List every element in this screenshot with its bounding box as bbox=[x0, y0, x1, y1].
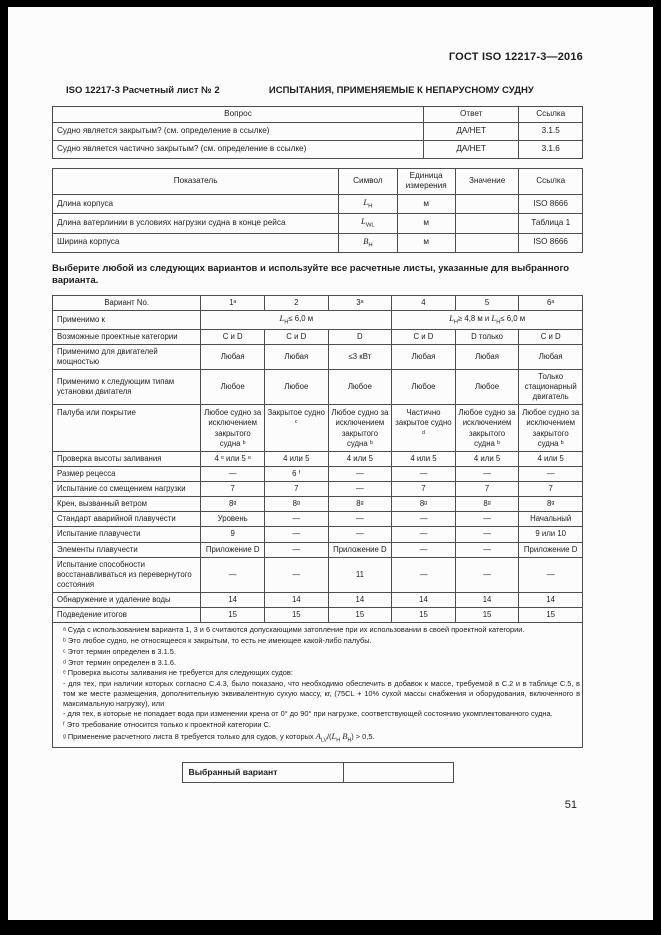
instruction-paragraph: Выберите любой из следующих вариантов и используйте все расчетные листы, указанные для выбранного варианта. bbox=[52, 262, 570, 287]
variant-cell: — bbox=[392, 527, 456, 542]
variant-cell: Любое bbox=[328, 369, 392, 404]
table-row bbox=[53, 214, 583, 233]
reference-column-header: Ссылка bbox=[519, 107, 583, 123]
reference-cell: ISO 8666 bbox=[519, 194, 583, 213]
variant-cell: Любая bbox=[455, 344, 519, 369]
formula-subscript: H bbox=[496, 319, 501, 326]
reference-cell: 3.1.5 bbox=[519, 122, 583, 140]
variant-cell: — bbox=[328, 482, 392, 497]
variant-cell: 4 или 5 bbox=[392, 451, 456, 466]
variant-cell: Любое bbox=[392, 369, 456, 404]
formula-part: ≤ 6,0 м bbox=[500, 313, 526, 323]
symbol-base: B bbox=[363, 235, 369, 246]
value-cell bbox=[455, 214, 519, 233]
symbol-subscript: H bbox=[368, 242, 373, 249]
variant-cell: 8ᵍ bbox=[264, 497, 328, 512]
variant-cell: 4 или 5 bbox=[264, 451, 328, 466]
variant-cell: Уровень bbox=[201, 512, 265, 527]
formula-part: L bbox=[491, 312, 497, 323]
formula-subscript: H bbox=[336, 737, 341, 744]
variant-cell: — bbox=[455, 557, 519, 592]
symbol-cell bbox=[339, 233, 397, 252]
variant-cell: — bbox=[264, 527, 328, 542]
value-cell bbox=[455, 233, 519, 252]
table-row bbox=[53, 497, 583, 512]
variant-cell: — bbox=[519, 557, 583, 592]
table-row bbox=[53, 527, 583, 542]
table-row bbox=[53, 451, 583, 466]
variant-cell: 6 ᶠ bbox=[264, 466, 328, 481]
variant-cell: — bbox=[201, 557, 265, 592]
table-row bbox=[53, 466, 583, 481]
variant-cell: 15 bbox=[328, 608, 392, 623]
formula-part: L bbox=[331, 730, 337, 741]
footnote-e-item-2: - для тех, в которые не попадает вода при изменении крена от 0° до 90° при нагрузке, соответствующей состоянию укомплектованного судна. bbox=[63, 709, 553, 719]
applicability-left-cell bbox=[201, 310, 392, 329]
variant-id-cell: 5 bbox=[455, 295, 519, 310]
document-page bbox=[8, 7, 653, 920]
footnote-d: ᵈ Этот термин определен в 3.1.6. bbox=[63, 657, 177, 667]
unit-cell: м bbox=[397, 194, 455, 213]
variant-cell: 14 bbox=[392, 593, 456, 608]
unit-column-header: Единица измерения bbox=[397, 168, 455, 194]
page-content bbox=[8, 7, 653, 811]
footnote-e-item-1: - для тех, при наличии которых согласно С.4.3, было показано, что необходимо обеспечить в добавок к массе, требуемой в С.2 и в таблице С.5, в том же месте размещения, дополнительную эквивалентную сухую массу, кг, (75CL + 10% сухой массы снабжения и оборудования, включенного в максимальную нагрузку), или bbox=[63, 679, 580, 708]
variant-cell: — bbox=[392, 542, 456, 557]
variant-cell: Любая bbox=[519, 344, 583, 369]
footnote-b: ᵇ Это любое судно, не относящееся к закрытым, то есть не имеющее какой-либо палубы. bbox=[63, 636, 372, 646]
variant-cell: 14 bbox=[455, 593, 519, 608]
variant-cell: — bbox=[264, 512, 328, 527]
variant-cell: 9 bbox=[201, 527, 265, 542]
variant-cell: 7 bbox=[392, 482, 456, 497]
unit-cell: м bbox=[397, 214, 455, 233]
variant-cell: Начальный bbox=[519, 512, 583, 527]
variants-table bbox=[52, 295, 583, 749]
symbol-cell bbox=[339, 214, 397, 233]
answer-cell: ДА/НЕТ bbox=[424, 122, 519, 140]
variant-cell: ≤3 кВт bbox=[328, 344, 392, 369]
variant-cell: С и D bbox=[392, 329, 456, 344]
variant-cell: Любое bbox=[201, 369, 265, 404]
variant-cell: — bbox=[392, 512, 456, 527]
table-row bbox=[53, 140, 583, 158]
page-number: 51 bbox=[564, 799, 577, 812]
formula-part: ) > 0,5. bbox=[351, 731, 375, 741]
formula-part: /( bbox=[327, 731, 332, 741]
selected-variant-value-cell bbox=[343, 763, 453, 783]
variant-cell: 7 bbox=[455, 482, 519, 497]
table-row bbox=[53, 194, 583, 213]
parameter-cell: Длина корпуса bbox=[53, 194, 339, 213]
variant-cell: — bbox=[455, 527, 519, 542]
variant-cell: 15 bbox=[519, 608, 583, 623]
variant-cell: 14 bbox=[201, 593, 265, 608]
variant-cell: Приложение D bbox=[328, 542, 392, 557]
variant-id-cell: 3ᵃ bbox=[328, 295, 392, 310]
variant-cell: 8ᵍ bbox=[455, 497, 519, 512]
variant-cell: 11 bbox=[328, 557, 392, 592]
row-label: Возможные проектные категории bbox=[53, 329, 201, 344]
question-cell: Судно является закрытым? (см. определение в ссылке) bbox=[53, 122, 424, 140]
formula-part: L bbox=[279, 312, 285, 323]
variant-cell: — bbox=[519, 466, 583, 481]
variant-id-cell: 1ᵃ bbox=[201, 295, 265, 310]
row-label: Применимо для двигателей мощностью bbox=[53, 344, 201, 369]
reference-column-header: Ссылка bbox=[519, 168, 583, 194]
variant-cell: Любое судно за исключением закрытого судна ᵇ bbox=[201, 405, 265, 452]
formula-part: ≥ 4,8 м и bbox=[457, 313, 492, 323]
formula-part: ≤ 6,0 м bbox=[288, 313, 314, 323]
row-label: Размер рецесса bbox=[53, 466, 201, 481]
variant-cell: 8ᵍ bbox=[392, 497, 456, 512]
table-row bbox=[53, 122, 583, 140]
variant-cell: Любая bbox=[392, 344, 456, 369]
footnote-g bbox=[55, 731, 580, 745]
symbol-subscript: H bbox=[368, 203, 373, 210]
table-row bbox=[53, 557, 583, 592]
parameters-table bbox=[52, 168, 583, 253]
parameters-header-row bbox=[53, 168, 583, 194]
variant-cell: — bbox=[264, 557, 328, 592]
variant-corner-cell: Вариант No. bbox=[53, 295, 201, 310]
variant-cell: С и D bbox=[519, 329, 583, 344]
formula-part: B bbox=[342, 730, 348, 741]
formula-part: L bbox=[449, 312, 454, 323]
answer-column-header: Ответ bbox=[424, 107, 519, 123]
row-label: Палуба или покрытие bbox=[53, 405, 201, 452]
worksheet-title-right: ИСПЫТАНИЯ, ПРИМЕНЯЕМЫЕ К НЕПАРУСНОМУ СУДНУ bbox=[268, 85, 534, 96]
variant-cell: 4 или 5 bbox=[519, 451, 583, 466]
table-row bbox=[53, 608, 583, 623]
answer-cell: ДА/НЕТ bbox=[424, 140, 519, 158]
worksheet-title-left: ISO 12217-3 Расчетный лист № 2 bbox=[66, 85, 220, 96]
symbol-subscript: WL bbox=[365, 222, 375, 229]
variant-cell: — bbox=[455, 466, 519, 481]
variant-cell: Любое судно за исключением закрытого судна ᵇ bbox=[455, 405, 519, 452]
formula-subscript: H bbox=[284, 319, 289, 326]
symbol-base: L bbox=[361, 216, 366, 227]
table-row bbox=[53, 593, 583, 608]
table-row bbox=[53, 512, 583, 527]
reference-cell: ISO 8666 bbox=[519, 233, 583, 252]
variant-cell: — bbox=[392, 466, 456, 481]
footnote-c: ᶜ Этот термин определен в 3.1.5. bbox=[63, 646, 176, 656]
applicability-right-cell bbox=[392, 310, 583, 329]
table-row bbox=[53, 482, 583, 497]
row-label: Испытание способности восстанавливаться из перевернутого состояния bbox=[53, 557, 201, 592]
variant-id-cell: 2 bbox=[264, 295, 328, 310]
variant-cell: Закрытое судно ᶜ bbox=[264, 405, 328, 452]
variant-cell: Любая bbox=[201, 344, 265, 369]
row-label: Стандарт аварийной плавучести bbox=[53, 512, 201, 527]
row-label: Испытание плавучести bbox=[53, 527, 201, 542]
row-label: Проверка высоты заливания bbox=[53, 451, 201, 466]
row-label: Применимо к bbox=[53, 310, 201, 329]
variant-cell: — bbox=[455, 542, 519, 557]
variant-cell: 4 или 5 bbox=[328, 451, 392, 466]
variant-cell: Любая bbox=[264, 344, 328, 369]
variant-cell: 9 или 10 bbox=[519, 527, 583, 542]
variant-cell: 4 ᵉ или 5 ᵉ bbox=[201, 451, 265, 466]
question-cell: Судно является частично закрытым? (см. определение в ссылке) bbox=[53, 140, 424, 158]
footnote-e: ᵉ Проверка высоты заливания не требуется для следующих судов: bbox=[63, 668, 293, 678]
variant-cell: — bbox=[264, 542, 328, 557]
footnote-a: ᵃ Суда с использованием варианта 1, 3 и 6 считаются допускающими затопление при их использовании в своей проектной категории. bbox=[63, 625, 525, 635]
variant-cell: 7 bbox=[201, 482, 265, 497]
formula-part: A bbox=[315, 730, 321, 741]
table-row bbox=[53, 542, 583, 557]
variant-cell: 8ᵍ bbox=[201, 497, 265, 512]
row-label: Обнаружение и удаление воды bbox=[53, 593, 201, 608]
selected-variant-label: Выбранный вариант bbox=[182, 763, 343, 783]
parameter-column-header: Показатель bbox=[53, 168, 339, 194]
variant-cell: Любое bbox=[264, 369, 328, 404]
table-row bbox=[182, 763, 453, 783]
variant-cell: — bbox=[328, 512, 392, 527]
symbol-cell bbox=[339, 194, 397, 213]
variant-cell: 14 bbox=[519, 593, 583, 608]
variant-cell: 15 bbox=[201, 608, 265, 623]
selected-variant-table bbox=[182, 762, 454, 783]
questions-table bbox=[52, 106, 583, 159]
variant-cell: Любое bbox=[455, 369, 519, 404]
footnotes-cell bbox=[53, 623, 583, 748]
value-column-header: Значение bbox=[455, 168, 519, 194]
variant-cell: — bbox=[328, 527, 392, 542]
variant-cell: 8ᵍ bbox=[328, 497, 392, 512]
applicability-row bbox=[53, 310, 583, 329]
standard-number-header: ГОСТ ISO 12217-3—2016 bbox=[448, 51, 583, 63]
parameter-cell: Длина ватерлинии в условиях нагрузки судна в конце рейса bbox=[53, 214, 339, 233]
parameter-cell: Ширина корпуса bbox=[53, 233, 339, 252]
variant-cell: D только bbox=[455, 329, 519, 344]
table-row bbox=[53, 329, 583, 344]
variant-cell: — bbox=[392, 557, 456, 592]
variant-cell: 15 bbox=[264, 608, 328, 623]
variants-header-row bbox=[53, 295, 583, 310]
variant-cell: — bbox=[328, 466, 392, 481]
formula-subscript: H bbox=[453, 319, 458, 326]
variant-cell: Любое судно за исключением закрытого судна ᵇ bbox=[519, 405, 583, 452]
variant-cell: 7 bbox=[264, 482, 328, 497]
worksheet-title-row bbox=[66, 85, 583, 96]
variant-cell: Приложение D bbox=[519, 542, 583, 557]
footnotes-row bbox=[53, 623, 583, 748]
reference-cell: 3.1.6 bbox=[519, 140, 583, 158]
variant-cell: 14 bbox=[328, 593, 392, 608]
table-row bbox=[53, 344, 583, 369]
variant-cell: Приложение D bbox=[201, 542, 265, 557]
variant-id-cell: 6ᵃ bbox=[519, 295, 583, 310]
variant-cell: С и D bbox=[201, 329, 265, 344]
variant-cell: Частично закрытое судно ᵈ bbox=[392, 405, 456, 452]
reference-cell: Таблица 1 bbox=[519, 214, 583, 233]
question-column-header: Вопрос bbox=[53, 107, 424, 123]
symbol-base: L bbox=[363, 196, 369, 207]
unit-cell: м bbox=[397, 233, 455, 252]
variant-cell: 14 bbox=[264, 593, 328, 608]
variant-cell: 8ᵍ bbox=[519, 497, 583, 512]
variant-cell: 7 bbox=[519, 482, 583, 497]
variant-cell: 15 bbox=[455, 608, 519, 623]
value-cell bbox=[455, 194, 519, 213]
footnote-f: ᶠ Это требование относится только к проектной категории С. bbox=[63, 720, 271, 730]
table-row bbox=[53, 233, 583, 252]
formula-subscript: H bbox=[347, 737, 352, 744]
row-label: Крен, вызванный ветром bbox=[53, 497, 201, 512]
formula-subscript: LV bbox=[320, 737, 327, 744]
table-row bbox=[53, 405, 583, 452]
variant-id-cell: 4 bbox=[392, 295, 456, 310]
row-label: Элементы плавучести bbox=[53, 542, 201, 557]
variant-cell: 4 или 5 bbox=[455, 451, 519, 466]
symbol-column-header: Символ bbox=[339, 168, 397, 194]
variant-cell: — bbox=[201, 466, 265, 481]
variant-cell: С и D bbox=[264, 329, 328, 344]
questions-header-row bbox=[53, 107, 583, 123]
variant-cell: Только стационарный двигатель bbox=[519, 369, 583, 404]
row-label: Испытание со смещением нагрузки bbox=[53, 482, 201, 497]
variant-cell: D bbox=[328, 329, 392, 344]
variant-cell: 15 bbox=[392, 608, 456, 623]
row-label: Подведение итогов bbox=[53, 608, 201, 623]
table-row bbox=[53, 369, 583, 404]
footnote-g-text: ᵍ Применение расчетного листа 8 требуется только для судов, у которых bbox=[63, 731, 316, 741]
variant-cell: Любое судно за исключением закрытого судна ᵇ bbox=[328, 405, 392, 452]
row-label: Применимо к следующим типам установки двигателя bbox=[53, 369, 201, 404]
variant-cell: — bbox=[455, 512, 519, 527]
